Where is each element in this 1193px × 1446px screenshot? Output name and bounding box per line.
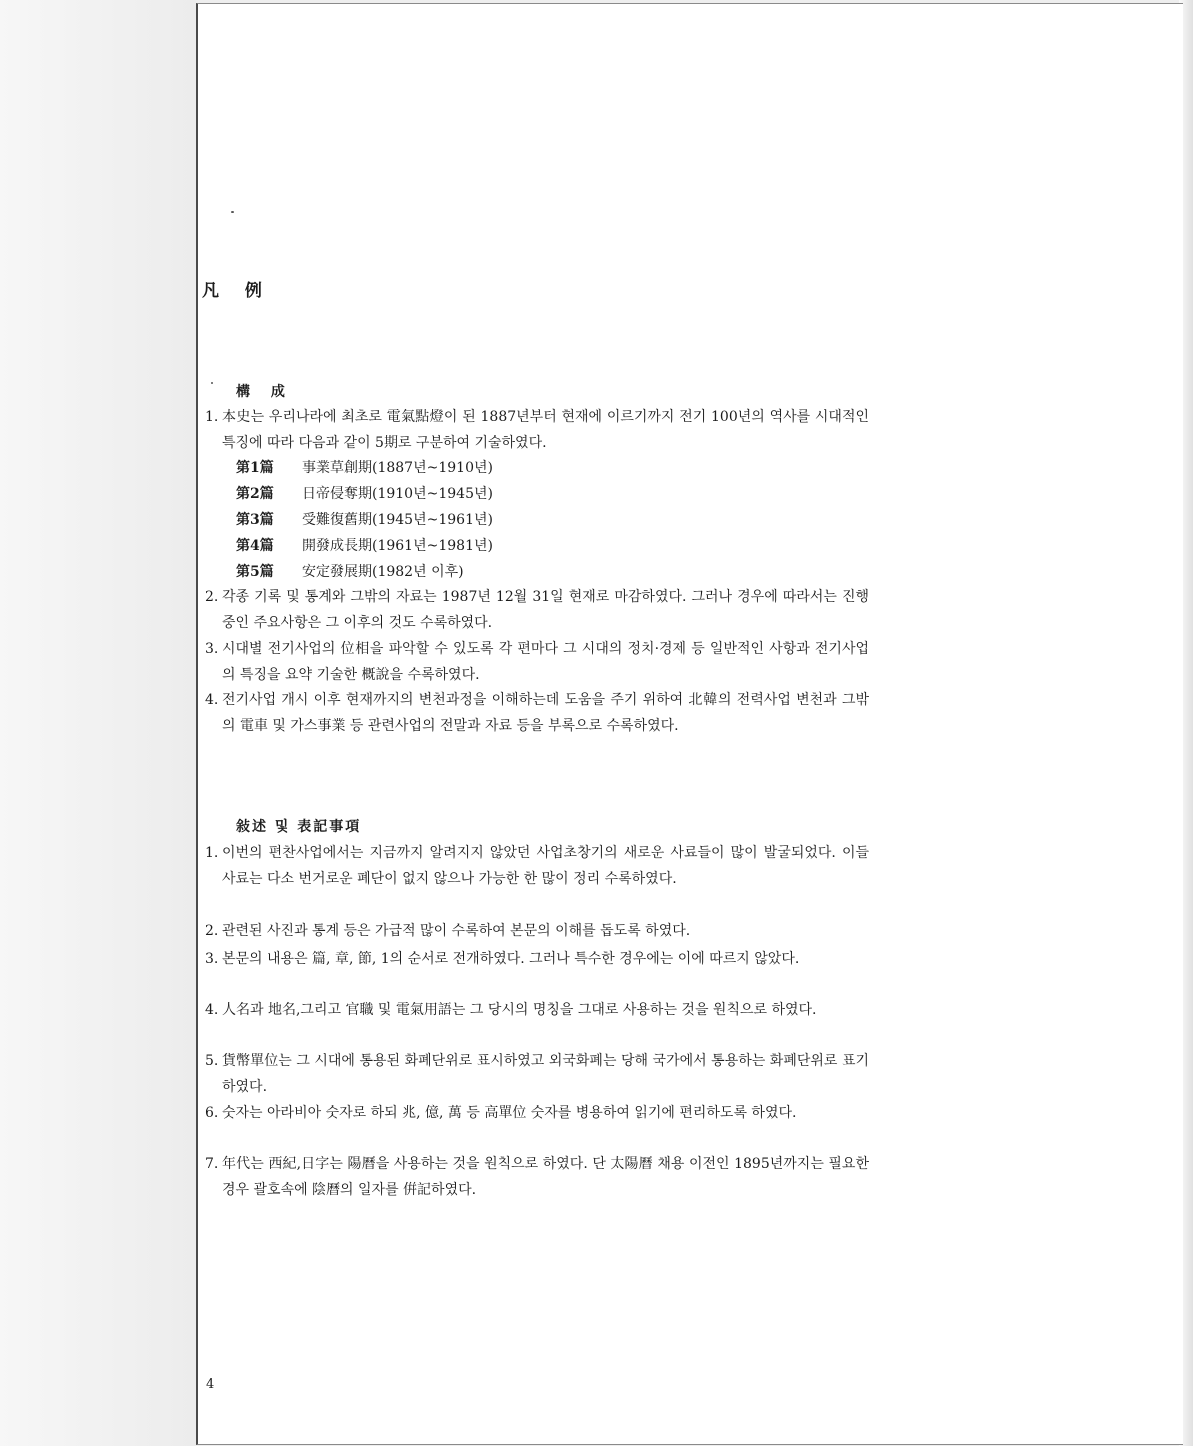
item-number: 2. [205, 589, 219, 605]
period-entry [236, 559, 464, 585]
item-text: 각종 기록 및 통계와 그밖의 자료는 1987년 12월 31일 현재로 마감하였다. 그러나 경우에 따라서는 진행중인 주요사항은 그 이후의 것도 수록하였다. [222, 589, 869, 631]
item-text: 전기사업 개시 이후 현재까지의 변천과정을 이해하는데 도움을 주기 위하여 北韓의 전력사업 변천과 그밖의 電車 및 가스事業 등 관련사업의 전말과 자료 등을 부록으로 수록하였다. [222, 692, 869, 734]
list-item [205, 687, 869, 739]
item-number: 4. [205, 692, 219, 708]
item-number: 2. [205, 923, 219, 939]
page-number: 4 [206, 1377, 215, 1392]
list-item [205, 918, 869, 944]
period-label: 第3篇 [236, 512, 274, 528]
item-number: 1. [205, 845, 219, 861]
period-entry [236, 507, 493, 533]
item-text: 시대별 전기사업의 位相을 파악할 수 있도록 각 편마다 그 시대의 정치·경제 등 일반적인 사항과 전기사업의 특징을 요약 기술한 概說을 수록하였다. [222, 641, 869, 683]
list-item [205, 404, 869, 456]
item-text: 숫자는 아라비아 숫자로 하되 兆, 億, 萬 등 高單位 숫자를 병용하여 읽기에 편리하도록 하였다. [222, 1105, 797, 1121]
item-number: 3. [205, 641, 219, 657]
item-text: 본문의 내용은 篇, 章, 節, 1의 순서로 전개하였다. 그러나 특수한 경우에는 이에 따르지 않았다. [222, 951, 800, 967]
period-label: 第1篇 [236, 460, 274, 476]
period-entry [236, 533, 493, 559]
period-entry [236, 455, 493, 481]
item-text: 貨幣單位는 그 시대에 통용된 화폐단위로 표시하였고 외국화폐는 당해 국가에서 통용하는 화폐단위로 표기하였다. [222, 1053, 869, 1095]
list-item [205, 1100, 869, 1126]
item-text: 年代는 西紀,日字는 陽曆을 사용하는 것을 원칙으로 하였다. 단 太陽曆 채용 이전인 1895년까지는 필요한 경우 괄호속에 陰曆의 일자를 倂記하였다. [222, 1156, 869, 1198]
period-text: 事業草創期(1887년~1910년) [302, 460, 493, 476]
item-number: 3. [205, 951, 219, 967]
section-heading-notation: 敍述 및 表記事項 [236, 819, 362, 835]
period-label: 第4篇 [236, 538, 274, 554]
item-number: 7. [205, 1156, 219, 1172]
item-text: 관련된 사진과 통계 등은 가급적 많이 수록하여 본문의 이해를 돕도록 하였다. [222, 923, 691, 939]
period-label: 第2篇 [236, 486, 274, 502]
period-label: 第5篇 [236, 564, 274, 580]
item-number: 6. [205, 1105, 219, 1121]
scan-speck [211, 382, 213, 384]
item-number: 4. [205, 1002, 219, 1018]
page-title: 凡 例 [202, 281, 272, 301]
list-item [205, 1151, 869, 1203]
period-text: 受難復舊期(1945년~1961년) [302, 512, 493, 528]
item-text: 이번의 편찬사업에서는 지금까지 알려지지 않았던 사업초창기의 새로운 사료들이 많이 발굴되었다. 이들 사료는 다소 번거로운 폐단이 없지 않으나 가능한 한 많이 정리 수록하였다. [222, 845, 869, 887]
item-text: 本史는 우리나라에 최초로 電氣點燈이 된 1887년부터 현재에 이르기까지 전기 100년의 역사를 시대적인 특징에 따라 다음과 같이 5期로 구분하여 기술하였다. [222, 409, 869, 451]
list-item [205, 584, 869, 636]
period-text: 開發成長期(1961년~1981년) [302, 538, 493, 554]
list-item [205, 1048, 869, 1100]
item-number: 5. [205, 1053, 219, 1069]
list-item [205, 636, 869, 688]
item-text: 人名과 地名,그리고 官職 및 電氣用語는 그 당시의 명칭을 그대로 사용하는 것을 원칙으로 하였다. [222, 1002, 817, 1018]
period-entry [236, 481, 493, 507]
period-text: 安定發展期(1982년 이후) [302, 564, 464, 580]
left-margin-background [0, 0, 196, 1446]
list-item [205, 997, 869, 1023]
section-heading-composition: 構 成 [236, 384, 293, 400]
item-number: 1. [205, 409, 219, 425]
period-text: 日帝侵奪期(1910년~1945년) [302, 486, 493, 502]
list-item [205, 946, 869, 972]
scan-speck [231, 211, 234, 213]
list-item [205, 840, 869, 892]
